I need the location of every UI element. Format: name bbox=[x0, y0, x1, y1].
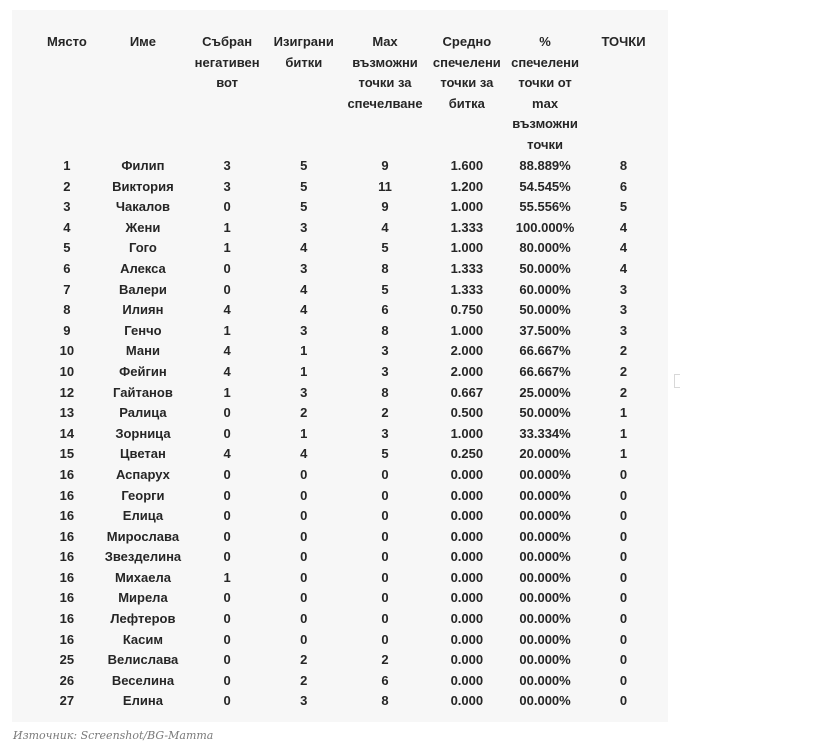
cell-max-points: 2 bbox=[381, 405, 389, 421]
header-points: ТОЧКИ bbox=[601, 34, 646, 49]
cell-avg-points: 1.000 bbox=[450, 199, 484, 215]
cell-percent-won: 88.889% bbox=[519, 158, 571, 173]
cell-percent-won: 00.000% bbox=[519, 611, 571, 627]
cell-name: Касим bbox=[122, 631, 164, 647]
cell-battles-played: 2 bbox=[300, 405, 308, 421]
cell-place: 1 bbox=[63, 158, 71, 173]
cell-place: 9 bbox=[63, 322, 71, 338]
cell-avg-points: 0.000 bbox=[450, 487, 484, 503]
cell-negative-vote: 0 bbox=[223, 487, 231, 503]
cell-percent-won: 50.000% bbox=[519, 260, 571, 276]
cell-negative-vote: 1 bbox=[223, 219, 231, 235]
cell-battles-played: 3 bbox=[300, 219, 308, 235]
table-image-panel bbox=[12, 10, 668, 722]
cell-avg-points: 0.000 bbox=[450, 611, 484, 627]
cell-place: 16 bbox=[59, 631, 75, 647]
table-row bbox=[42, 650, 668, 671]
cell-avg-points: 0.000 bbox=[450, 569, 484, 585]
cell-negative-vote: 0 bbox=[223, 672, 231, 688]
header-battles-played: Изиграни битки bbox=[273, 34, 334, 70]
cell-place: 16 bbox=[59, 549, 75, 565]
cell-negative-vote: 0 bbox=[223, 405, 231, 421]
cell-avg-points: 1.333 bbox=[450, 281, 484, 297]
cell-name: Фейгин bbox=[119, 363, 167, 379]
cell-avg-points: 1.000 bbox=[450, 425, 484, 441]
header-avg-points: Средно спечелени точки за битка bbox=[432, 34, 501, 111]
cell-battles-played: 2 bbox=[300, 652, 308, 668]
cell-negative-vote: 0 bbox=[223, 425, 231, 441]
cell-points: 3 bbox=[619, 322, 628, 338]
cell-percent-won: 20.000% bbox=[519, 446, 571, 462]
cell-battles-played: 0 bbox=[300, 466, 308, 482]
cell-battles-played: 3 bbox=[300, 384, 308, 400]
cell-points: 0 bbox=[619, 590, 628, 606]
table-row bbox=[42, 547, 668, 568]
ranking-table bbox=[42, 32, 668, 712]
cell-place: 16 bbox=[59, 611, 75, 627]
side-handle bbox=[674, 374, 680, 388]
table-row bbox=[42, 630, 668, 651]
cell-negative-vote: 0 bbox=[223, 549, 231, 565]
cell-avg-points: 0.000 bbox=[450, 631, 484, 647]
cell-battles-played: 5 bbox=[300, 158, 308, 173]
cell-name: Георги bbox=[121, 487, 165, 503]
cell-max-points: 3 bbox=[381, 343, 389, 359]
cell-max-points: 3 bbox=[381, 363, 389, 379]
cell-place: 16 bbox=[59, 528, 75, 544]
cell-max-points: 8 bbox=[381, 693, 389, 709]
header-negative-vote: Събран негативен вот bbox=[194, 34, 260, 91]
table-row bbox=[42, 197, 668, 218]
cell-max-points: 6 bbox=[381, 302, 389, 318]
table-row bbox=[42, 280, 668, 301]
cell-negative-vote: 0 bbox=[223, 466, 231, 482]
cell-percent-won: 66.667% bbox=[519, 343, 571, 359]
cell-avg-points: 1.333 bbox=[450, 260, 484, 276]
cell-place: 10 bbox=[59, 343, 75, 359]
cell-battles-played: 4 bbox=[300, 302, 308, 318]
cell-negative-vote: 4 bbox=[223, 363, 231, 379]
cell-points: 3 bbox=[619, 302, 628, 318]
cell-points: 0 bbox=[619, 693, 628, 709]
cell-name: Жени bbox=[125, 219, 161, 235]
cell-negative-vote: 0 bbox=[223, 631, 231, 647]
cell-percent-won: 00.000% bbox=[519, 672, 571, 688]
cell-negative-vote: 3 bbox=[223, 158, 231, 173]
table-row bbox=[42, 156, 668, 177]
cell-points: 4 bbox=[619, 240, 628, 256]
cell-name: Гого bbox=[129, 240, 157, 256]
table-row bbox=[42, 691, 668, 712]
cell-place: 16 bbox=[59, 508, 75, 524]
cell-max-points: 9 bbox=[381, 199, 389, 215]
cell-place: 3 bbox=[63, 199, 71, 215]
cell-points: 5 bbox=[619, 199, 628, 215]
cell-place: 27 bbox=[59, 693, 75, 709]
table-row bbox=[42, 588, 668, 609]
cell-percent-won: 100.000% bbox=[515, 219, 575, 235]
cell-points: 1 bbox=[619, 446, 628, 462]
cell-max-points: 11 bbox=[378, 178, 392, 194]
cell-percent-won: 50.000% bbox=[519, 302, 571, 318]
cell-place: 16 bbox=[59, 466, 75, 482]
cell-name: Веселина bbox=[111, 672, 175, 688]
cell-max-points: 0 bbox=[381, 549, 389, 565]
cell-negative-vote: 0 bbox=[223, 508, 231, 524]
cell-avg-points: 1.200 bbox=[450, 178, 484, 194]
cell-battles-played: 1 bbox=[300, 425, 308, 441]
cell-max-points: 0 bbox=[381, 569, 389, 585]
cell-points: 0 bbox=[619, 549, 628, 565]
cell-battles-played: 0 bbox=[300, 487, 308, 503]
table-row bbox=[42, 444, 668, 465]
cell-battles-played: 0 bbox=[300, 611, 308, 627]
cell-points: 0 bbox=[619, 611, 628, 627]
table-row bbox=[42, 177, 668, 198]
cell-name: Алекса bbox=[120, 260, 166, 276]
table-row bbox=[42, 362, 668, 383]
cell-name: Генчо bbox=[124, 322, 162, 338]
table-row bbox=[42, 568, 668, 589]
header-place: Място bbox=[46, 34, 87, 49]
cell-points: 4 bbox=[619, 219, 628, 235]
cell-points: 0 bbox=[619, 508, 628, 524]
cell-place: 10 bbox=[59, 363, 75, 379]
cell-negative-vote: 1 bbox=[223, 569, 231, 585]
cell-points: 0 bbox=[619, 652, 628, 668]
cell-battles-played: 0 bbox=[300, 528, 308, 544]
cell-name: Ралица bbox=[119, 405, 167, 421]
cell-place: 14 bbox=[59, 425, 75, 441]
cell-name: Зорница bbox=[115, 425, 171, 441]
cell-max-points: 5 bbox=[381, 446, 389, 462]
cell-points: 0 bbox=[619, 569, 628, 585]
cell-place: 26 bbox=[59, 672, 75, 688]
cell-negative-vote: 0 bbox=[223, 528, 231, 544]
cell-points: 3 bbox=[619, 281, 628, 297]
cell-name: Елина bbox=[122, 693, 163, 709]
cell-negative-vote: 0 bbox=[223, 260, 231, 276]
cell-max-points: 0 bbox=[381, 466, 389, 482]
cell-points: 0 bbox=[619, 631, 628, 647]
cell-name: Мани bbox=[125, 343, 160, 359]
cell-points: 2 bbox=[619, 363, 628, 379]
header-max-points: Max възможни точки за спечелване bbox=[347, 34, 423, 111]
cell-place: 8 bbox=[63, 302, 71, 318]
cell-points: 0 bbox=[619, 528, 628, 544]
cell-negative-vote: 3 bbox=[223, 178, 231, 194]
cell-place: 16 bbox=[59, 590, 75, 606]
cell-points: 0 bbox=[619, 672, 628, 688]
cell-percent-won: 00.000% bbox=[519, 590, 571, 606]
cell-avg-points: 0.000 bbox=[450, 693, 484, 709]
cell-percent-won: 00.000% bbox=[519, 487, 571, 503]
table-row bbox=[42, 465, 668, 486]
cell-place: 2 bbox=[63, 178, 71, 194]
cell-percent-won: 80.000% bbox=[519, 240, 571, 256]
cell-avg-points: 0.000 bbox=[450, 528, 484, 544]
cell-percent-won: 00.000% bbox=[519, 528, 571, 544]
cell-name: Мирела bbox=[118, 590, 168, 606]
cell-negative-vote: 4 bbox=[223, 343, 231, 359]
cell-avg-points: 0.500 bbox=[450, 405, 484, 421]
cell-avg-points: 1.000 bbox=[450, 322, 484, 338]
cell-place: 7 bbox=[63, 281, 71, 297]
table-body bbox=[42, 156, 668, 712]
table-row bbox=[42, 259, 668, 280]
header-name: Име bbox=[129, 34, 157, 49]
cell-negative-vote: 4 bbox=[223, 446, 231, 462]
cell-max-points: 5 bbox=[381, 281, 389, 297]
table-row bbox=[42, 383, 668, 404]
cell-avg-points: 2.000 bbox=[450, 343, 484, 359]
table-row bbox=[42, 671, 668, 692]
cell-battles-played: 0 bbox=[300, 569, 308, 585]
cell-percent-won: 54.545% bbox=[519, 178, 571, 194]
cell-avg-points: 2.000 bbox=[450, 363, 484, 379]
cell-avg-points: 0.000 bbox=[450, 508, 484, 524]
cell-avg-points: 1.600 bbox=[450, 158, 484, 173]
cell-battles-played: 4 bbox=[300, 281, 308, 297]
cell-negative-vote: 0 bbox=[223, 281, 231, 297]
table-row bbox=[42, 341, 668, 362]
cell-battles-played: 5 bbox=[300, 178, 308, 194]
cell-place: 16 bbox=[59, 487, 75, 503]
table-row bbox=[42, 300, 668, 321]
cell-avg-points: 1.333 bbox=[450, 219, 484, 235]
cell-max-points: 0 bbox=[381, 508, 389, 524]
cell-avg-points: 0.000 bbox=[450, 466, 484, 482]
cell-place: 4 bbox=[63, 219, 71, 235]
cell-percent-won: 00.000% bbox=[519, 693, 571, 709]
table-row bbox=[42, 527, 668, 548]
cell-place: 16 bbox=[59, 569, 75, 585]
cell-battles-played: 3 bbox=[300, 322, 308, 338]
cell-name: Велислава bbox=[107, 652, 179, 668]
cell-place: 5 bbox=[63, 240, 71, 256]
cell-max-points: 5 bbox=[381, 240, 389, 256]
cell-percent-won: 33.334% bbox=[519, 425, 571, 441]
cell-negative-vote: 0 bbox=[223, 590, 231, 606]
cell-name: Виктория bbox=[112, 178, 174, 194]
cell-points: 0 bbox=[619, 466, 628, 482]
cell-place: 15 bbox=[59, 446, 75, 462]
cell-name: Звезделина bbox=[104, 549, 182, 565]
cell-points: 8 bbox=[619, 158, 628, 173]
cell-avg-points: 0.750 bbox=[450, 302, 484, 318]
cell-negative-vote: 1 bbox=[223, 240, 231, 256]
cell-percent-won: 66.667% bbox=[519, 363, 571, 379]
cell-max-points: 6 bbox=[381, 672, 389, 688]
table-row bbox=[42, 218, 668, 239]
cell-max-points: 4 bbox=[381, 219, 389, 235]
cell-place: 13 bbox=[59, 405, 75, 421]
cell-battles-played: 0 bbox=[300, 549, 308, 565]
cell-max-points: 3 bbox=[381, 425, 389, 441]
cell-battles-played: 0 bbox=[300, 631, 308, 647]
cell-max-points: 0 bbox=[381, 487, 389, 503]
cell-name: Аспарух bbox=[115, 466, 170, 482]
cell-name: Мирослава bbox=[106, 528, 180, 544]
cell-name: Филип bbox=[121, 158, 165, 173]
cell-negative-vote: 1 bbox=[223, 384, 231, 400]
cell-points: 6 bbox=[619, 178, 628, 194]
cell-percent-won: 00.000% bbox=[519, 508, 571, 524]
table-row bbox=[42, 424, 668, 445]
cell-battles-played: 5 bbox=[300, 199, 308, 215]
cell-max-points: 8 bbox=[381, 260, 389, 276]
cell-name: Гайтанов bbox=[113, 384, 173, 400]
image-caption: Източник: Screenshot/BG-Mamma bbox=[13, 729, 214, 742]
cell-battles-played: 0 bbox=[300, 590, 308, 606]
cell-negative-vote: 4 bbox=[223, 302, 231, 318]
cell-name: Лефтеров bbox=[110, 611, 176, 627]
cell-battles-played: 3 bbox=[300, 260, 308, 276]
cell-name: Чакалов bbox=[115, 199, 170, 215]
table-row bbox=[42, 238, 668, 259]
cell-avg-points: 0.667 bbox=[450, 384, 484, 400]
cell-name: Елица bbox=[122, 508, 164, 524]
cell-percent-won: 00.000% bbox=[519, 466, 571, 482]
table-row bbox=[42, 486, 668, 507]
cell-max-points: 0 bbox=[381, 528, 389, 544]
cell-negative-vote: 0 bbox=[223, 611, 231, 627]
table-row bbox=[42, 506, 668, 527]
cell-avg-points: 0.000 bbox=[450, 652, 484, 668]
cell-points: 2 bbox=[619, 384, 628, 400]
cell-max-points: 8 bbox=[381, 384, 389, 400]
cell-points: 1 bbox=[619, 405, 628, 421]
cell-name: Илиян bbox=[122, 302, 164, 318]
cell-points: 0 bbox=[619, 487, 628, 503]
cell-percent-won: 37.500% bbox=[519, 322, 571, 338]
table-row bbox=[42, 321, 668, 342]
cell-points: 4 bbox=[619, 260, 628, 276]
cell-percent-won: 00.000% bbox=[519, 549, 571, 565]
cell-negative-vote: 0 bbox=[223, 199, 231, 215]
cell-percent-won: 00.000% bbox=[519, 631, 571, 647]
cell-avg-points: 1.000 bbox=[450, 240, 484, 256]
cell-max-points: 0 bbox=[381, 631, 389, 647]
cell-negative-vote: 0 bbox=[223, 693, 231, 709]
cell-avg-points: 0.000 bbox=[450, 549, 484, 565]
table-row bbox=[42, 403, 668, 424]
cell-battles-played: 0 bbox=[300, 508, 308, 524]
cell-max-points: 0 bbox=[381, 590, 389, 606]
cell-place: 25 bbox=[59, 652, 75, 668]
cell-name: Цветан bbox=[120, 446, 166, 462]
header-percent-won: % спечелени точки от max възможни точки bbox=[511, 34, 580, 152]
cell-points: 1 bbox=[619, 425, 628, 441]
table-row bbox=[42, 609, 668, 630]
cell-place: 6 bbox=[63, 260, 71, 276]
header-row bbox=[42, 32, 668, 156]
cell-percent-won: 25.000% bbox=[519, 384, 571, 400]
cell-points: 2 bbox=[619, 343, 628, 359]
cell-name: Михаела bbox=[114, 569, 171, 585]
cell-negative-vote: 0 bbox=[223, 652, 231, 668]
cell-percent-won: 00.000% bbox=[519, 652, 571, 668]
cell-avg-points: 0.000 bbox=[450, 672, 484, 688]
cell-battles-played: 3 bbox=[300, 693, 308, 709]
cell-max-points: 0 bbox=[381, 611, 389, 627]
cell-percent-won: 00.000% bbox=[519, 569, 571, 585]
cell-battles-played: 2 bbox=[300, 672, 308, 688]
cell-avg-points: 0.000 bbox=[450, 590, 484, 606]
cell-name: Валери bbox=[119, 281, 167, 297]
cell-battles-played: 4 bbox=[300, 240, 308, 256]
cell-battles-played: 4 bbox=[300, 446, 308, 462]
cell-place: 12 bbox=[59, 384, 75, 400]
cell-percent-won: 55.556% bbox=[519, 199, 571, 215]
cell-percent-won: 50.000% bbox=[519, 405, 571, 421]
cell-max-points: 8 bbox=[381, 322, 389, 338]
cell-negative-vote: 1 bbox=[223, 322, 231, 338]
cell-max-points: 2 bbox=[381, 652, 389, 668]
cell-max-points: 9 bbox=[381, 158, 389, 173]
cell-battles-played: 1 bbox=[300, 363, 308, 379]
cell-avg-points: 0.250 bbox=[450, 446, 484, 462]
cell-battles-played: 1 bbox=[300, 343, 308, 359]
cell-percent-won: 60.000% bbox=[519, 281, 571, 297]
